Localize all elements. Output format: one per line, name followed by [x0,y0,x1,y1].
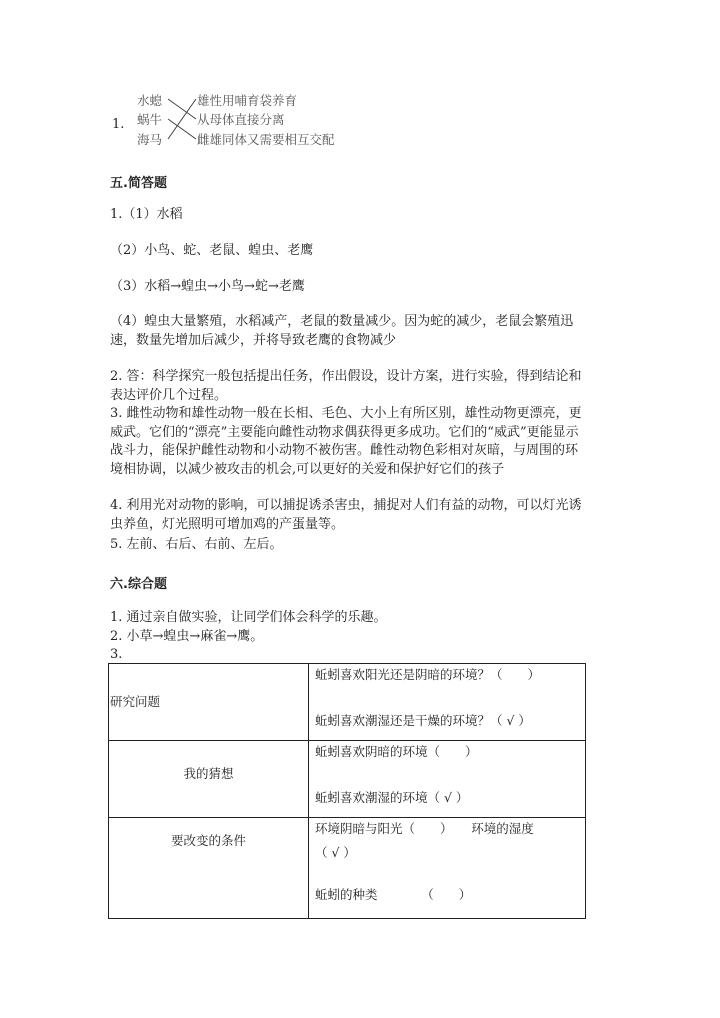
section5-title: 五.简答题 [110,176,167,191]
match-right-2: 从母体直接分离 [197,112,285,127]
answer-3: 3. 雌性动物和雄性动物一般在长相、毛色、大小上有所区别，雄性动物更漂亮，更威武。它们的“漂亮”主要能向雌性动物求偶获得更多成功。它们的“威武”更能显示战斗力，能保护雌性动物和小动物不被伤害。雌性动物色彩相对灰暗，与周围的环境相协调，以减少被攻击的机会,可以更好的关爱和保护好它们的孩子 [110,406,582,477]
match-left-2: 蜗牛 [137,112,163,127]
answer-1-1: 1.（1）水稻 [110,207,183,222]
row-label: 要改变的条件 [109,818,309,919]
section6-title: 六.综合题 [110,577,167,592]
cell-line: （ √ ） [315,845,356,860]
match-left-1: 水螅 [137,93,163,108]
answer-2: 2. 答：科学探究一般包括提出任务，作出假设，设计方案，进行实验，得到结论和表达评价几个过程。 [110,369,582,403]
answer-4: 4. 利用光对动物的影响，可以捕捉诱杀害虫，捕捉对人们有益的动物，可以灯光诱虫养鱼，灯光照明可增加鸡的产蛋量等。 [110,498,582,532]
match-right-1: 雄性用哺育袋养育 [197,93,298,108]
table-row [109,664,586,741]
answer-1-3: （3）水稻→蝗虫→小鸟→蛇→老鹰 [110,279,305,294]
cell-line: 蚯蚓喜欢潮湿的环境（ √ ） [315,790,469,805]
answer-5: 5. 左前、右后、右前、左后。 [110,537,283,552]
matching-lines [160,90,200,150]
table-row [109,741,586,818]
q1-number: 1. [112,117,125,132]
answer-1-4: （4）蝗虫大量繁殖，水稻减产，老鼠的数量减少。因为蛇的减少，老鼠会繁殖迅速，数量先增加后减少，并将导致老鹰的食物减少 [110,314,574,348]
answer6-1: 1. 通过亲自做实验，让同学们体会科学的乐趣。 [110,610,387,625]
cell-line: 蚯蚓喜欢阴暗的环境（ ） [315,744,478,759]
cell-line: 蚯蚓喜欢阳光还是阴暗的环境？（ ） [315,667,541,682]
cell-line: 蚯蚓的种类 （ ） [315,887,472,902]
answer6-3: 3. [110,647,123,662]
experiment-table [108,663,586,919]
row-label: 我的猜想 [109,741,309,818]
answer6-2: 2. 小草→蝗虫→麻雀→鹰。 [110,629,264,644]
match-left-3: 海马 [137,132,163,147]
row-label: 研究问题 [109,664,309,741]
cell-line: 环境阴暗与阳光（ ） 环境的湿度 [315,821,534,836]
answer-1-2: （2）小鸟、蛇、老鼠、蝗虫、老鹰 [110,243,314,258]
cell-line: 蚯蚓喜欢潮湿还是干燥的环境？（ √ ） [315,713,531,728]
table-row [109,818,586,919]
match-right-3: 雌雄同体又需要相互交配 [197,132,335,147]
